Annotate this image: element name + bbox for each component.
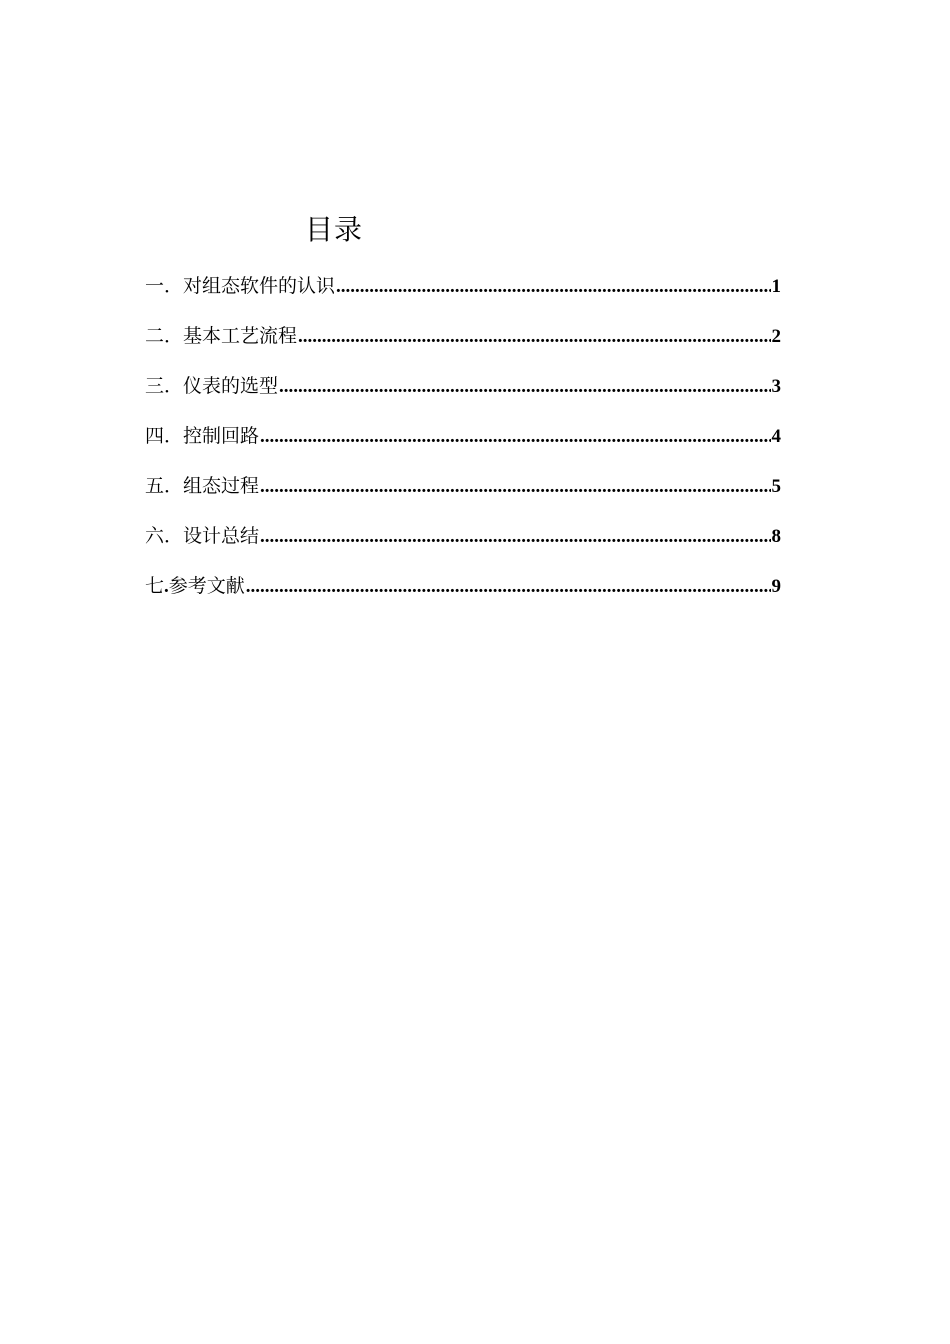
toc-page-number: 4 [771, 426, 781, 447]
toc-entry-text: 仪表的选型 [183, 375, 279, 397]
toc-entry-label [145, 418, 259, 454]
toc-entry-text: 组态过程 [183, 475, 260, 497]
toc-entry[interactable] [145, 368, 781, 418]
toc-dot-leader [260, 469, 770, 505]
toc-entry-number: 六 [145, 525, 165, 547]
toc-entry-number: 一 [145, 275, 165, 297]
toc-dot-leader [298, 319, 770, 355]
toc-entry-text: 参考文献 [168, 575, 245, 597]
toc-page-number: 9 [771, 576, 781, 597]
toc-dot-leader [260, 419, 770, 455]
toc-entry[interactable] [145, 518, 781, 568]
toc-entry-text: 基本工艺流程 [183, 325, 298, 347]
toc-entry-separator: ． [164, 375, 184, 397]
toc-dot-leader [336, 269, 770, 305]
toc-entry-number: 二 [145, 325, 165, 347]
toc-entry-text: 控制回路 [183, 425, 260, 447]
toc-entry-separator: ． [164, 325, 184, 347]
toc-entry-label [145, 518, 259, 554]
toc-entry-number: 四 [145, 425, 165, 447]
toc-entry-number: 三 [145, 375, 165, 397]
toc-entry-label [145, 318, 297, 354]
toc-entry-separator: ． [164, 475, 184, 497]
toc-entry-text: 对组态软件的认识 [183, 275, 336, 297]
toc-page-number: 5 [771, 476, 781, 497]
toc-entry[interactable] [145, 418, 781, 468]
toc-entry-label [145, 468, 259, 504]
toc-entry-separator: ． [164, 275, 184, 297]
toc-title: 目录 [305, 213, 364, 246]
toc-entry-number: 七 [145, 576, 165, 597]
toc-dot-leader [279, 369, 770, 405]
toc-entry[interactable] [145, 318, 781, 368]
toc-entry[interactable] [145, 468, 781, 518]
toc-entry[interactable] [145, 568, 781, 618]
toc-entry-separator: ． [164, 425, 184, 447]
toc-entry-text: 设计总结 [183, 525, 260, 547]
toc-list [145, 268, 781, 618]
toc-entry-label [145, 268, 335, 304]
toc-dot-leader [246, 569, 771, 605]
toc-page-number: 1 [771, 276, 781, 297]
toc-entry-number: 五 [145, 475, 165, 497]
toc-entry[interactable] [145, 268, 781, 318]
toc-entry-label [145, 568, 245, 605]
toc-entry-separator: ． [164, 525, 184, 547]
toc-dot-leader [260, 519, 770, 555]
toc-page-number: 8 [771, 526, 781, 547]
toc-page-number: 3 [771, 376, 781, 397]
toc-entry-separator: . [164, 576, 169, 597]
toc-page-number: 2 [771, 326, 781, 347]
toc-entry-label [145, 368, 278, 404]
